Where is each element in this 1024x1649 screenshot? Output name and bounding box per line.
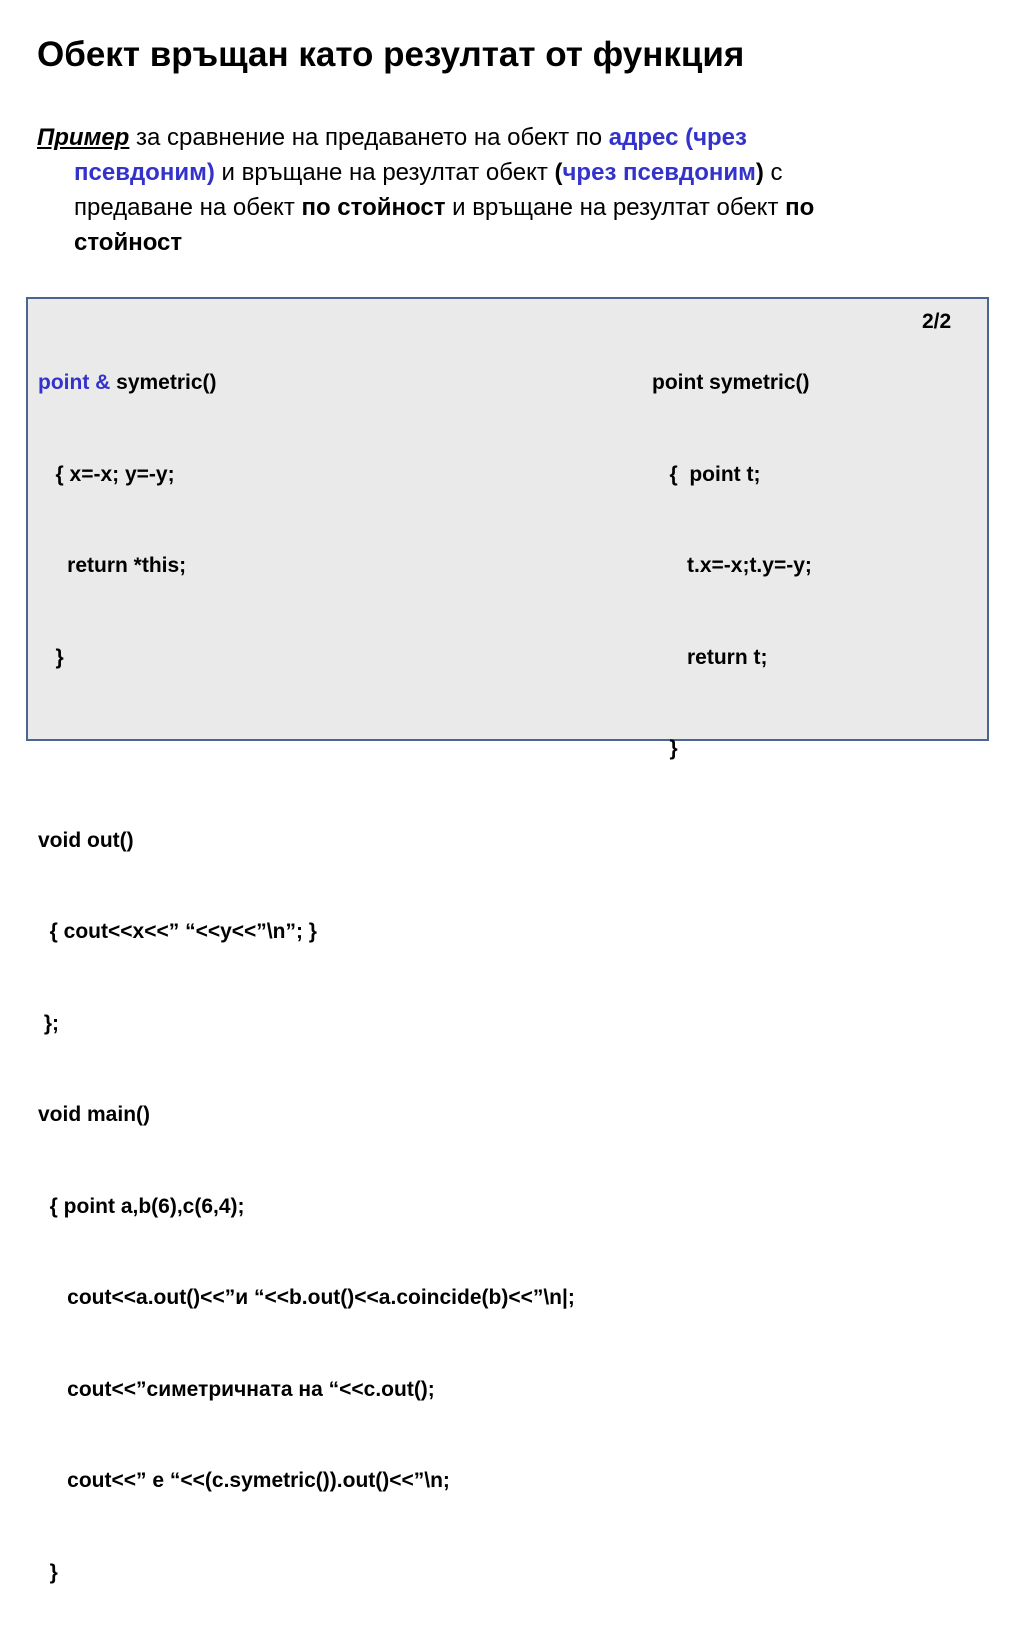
paren: (	[554, 159, 563, 186]
code-text: symetric()	[110, 371, 217, 394]
code-line: { x=-x; y=-y;	[38, 462, 175, 486]
code-line: }	[652, 737, 678, 760]
highlight-text: адрес (чрез	[608, 124, 747, 151]
intro-line-4	[37, 225, 977, 260]
code-line: { point a,b(6),c(6,4);	[38, 1194, 245, 1218]
code-line: return t;	[652, 645, 768, 669]
intro-text: за сравнение на предаването на обект по	[129, 124, 609, 151]
bold-text: по стойност	[301, 194, 446, 221]
intro-text: предаване на обект	[74, 194, 302, 221]
code-line	[38, 368, 575, 399]
code-line: void out()	[38, 828, 134, 852]
intro-paragraph	[37, 120, 977, 260]
code-box	[26, 297, 989, 1584]
intro-text: и връщане на резултат обект	[445, 194, 786, 221]
code-line: point symetric()	[652, 371, 810, 394]
intro-line-1	[37, 120, 977, 155]
bold-text: по	[785, 194, 815, 221]
intro-text: с	[763, 159, 783, 186]
code-line: cout<<”симетричната на “<<c.out();	[38, 1377, 435, 1401]
code-line: cout<<a.out()<<”и “<<b.out()<<a.coincide(b)<<”\n|;	[38, 1286, 575, 1309]
code-line: }	[38, 1560, 58, 1584]
intro-line-3	[37, 190, 977, 225]
code-line: t.x=-x;t.y=-y;	[652, 554, 812, 577]
code-right-column	[652, 307, 812, 826]
code-line: cout<<” е “<<(c.symetric()).out()<<”\n;	[38, 1469, 450, 1492]
intro-line-2	[37, 155, 977, 190]
intro-text: и връщане на резултат обект	[214, 159, 555, 186]
code-line-blank	[38, 734, 575, 765]
code-line: { cout<<x<<” “<<y<<”\n”; }	[38, 920, 317, 943]
slide-title: Обект връщан като резултат от функция	[37, 35, 745, 74]
code-line: void main()	[38, 1103, 151, 1126]
code-line: }	[38, 645, 64, 669]
code-line: };	[38, 1011, 59, 1035]
code-line: return *this;	[38, 554, 187, 577]
code-left-column	[38, 307, 575, 1649]
highlight-text: псевдоним)	[74, 159, 215, 186]
code-line: { point t;	[652, 462, 761, 486]
highlight-text: чрез псевдоним	[562, 159, 756, 186]
page-number: 2/2	[922, 310, 952, 333]
code-highlight: point &	[38, 371, 111, 394]
paren: )	[755, 159, 764, 186]
bold-text: стойност	[74, 229, 183, 256]
example-label: Пример	[37, 124, 130, 151]
